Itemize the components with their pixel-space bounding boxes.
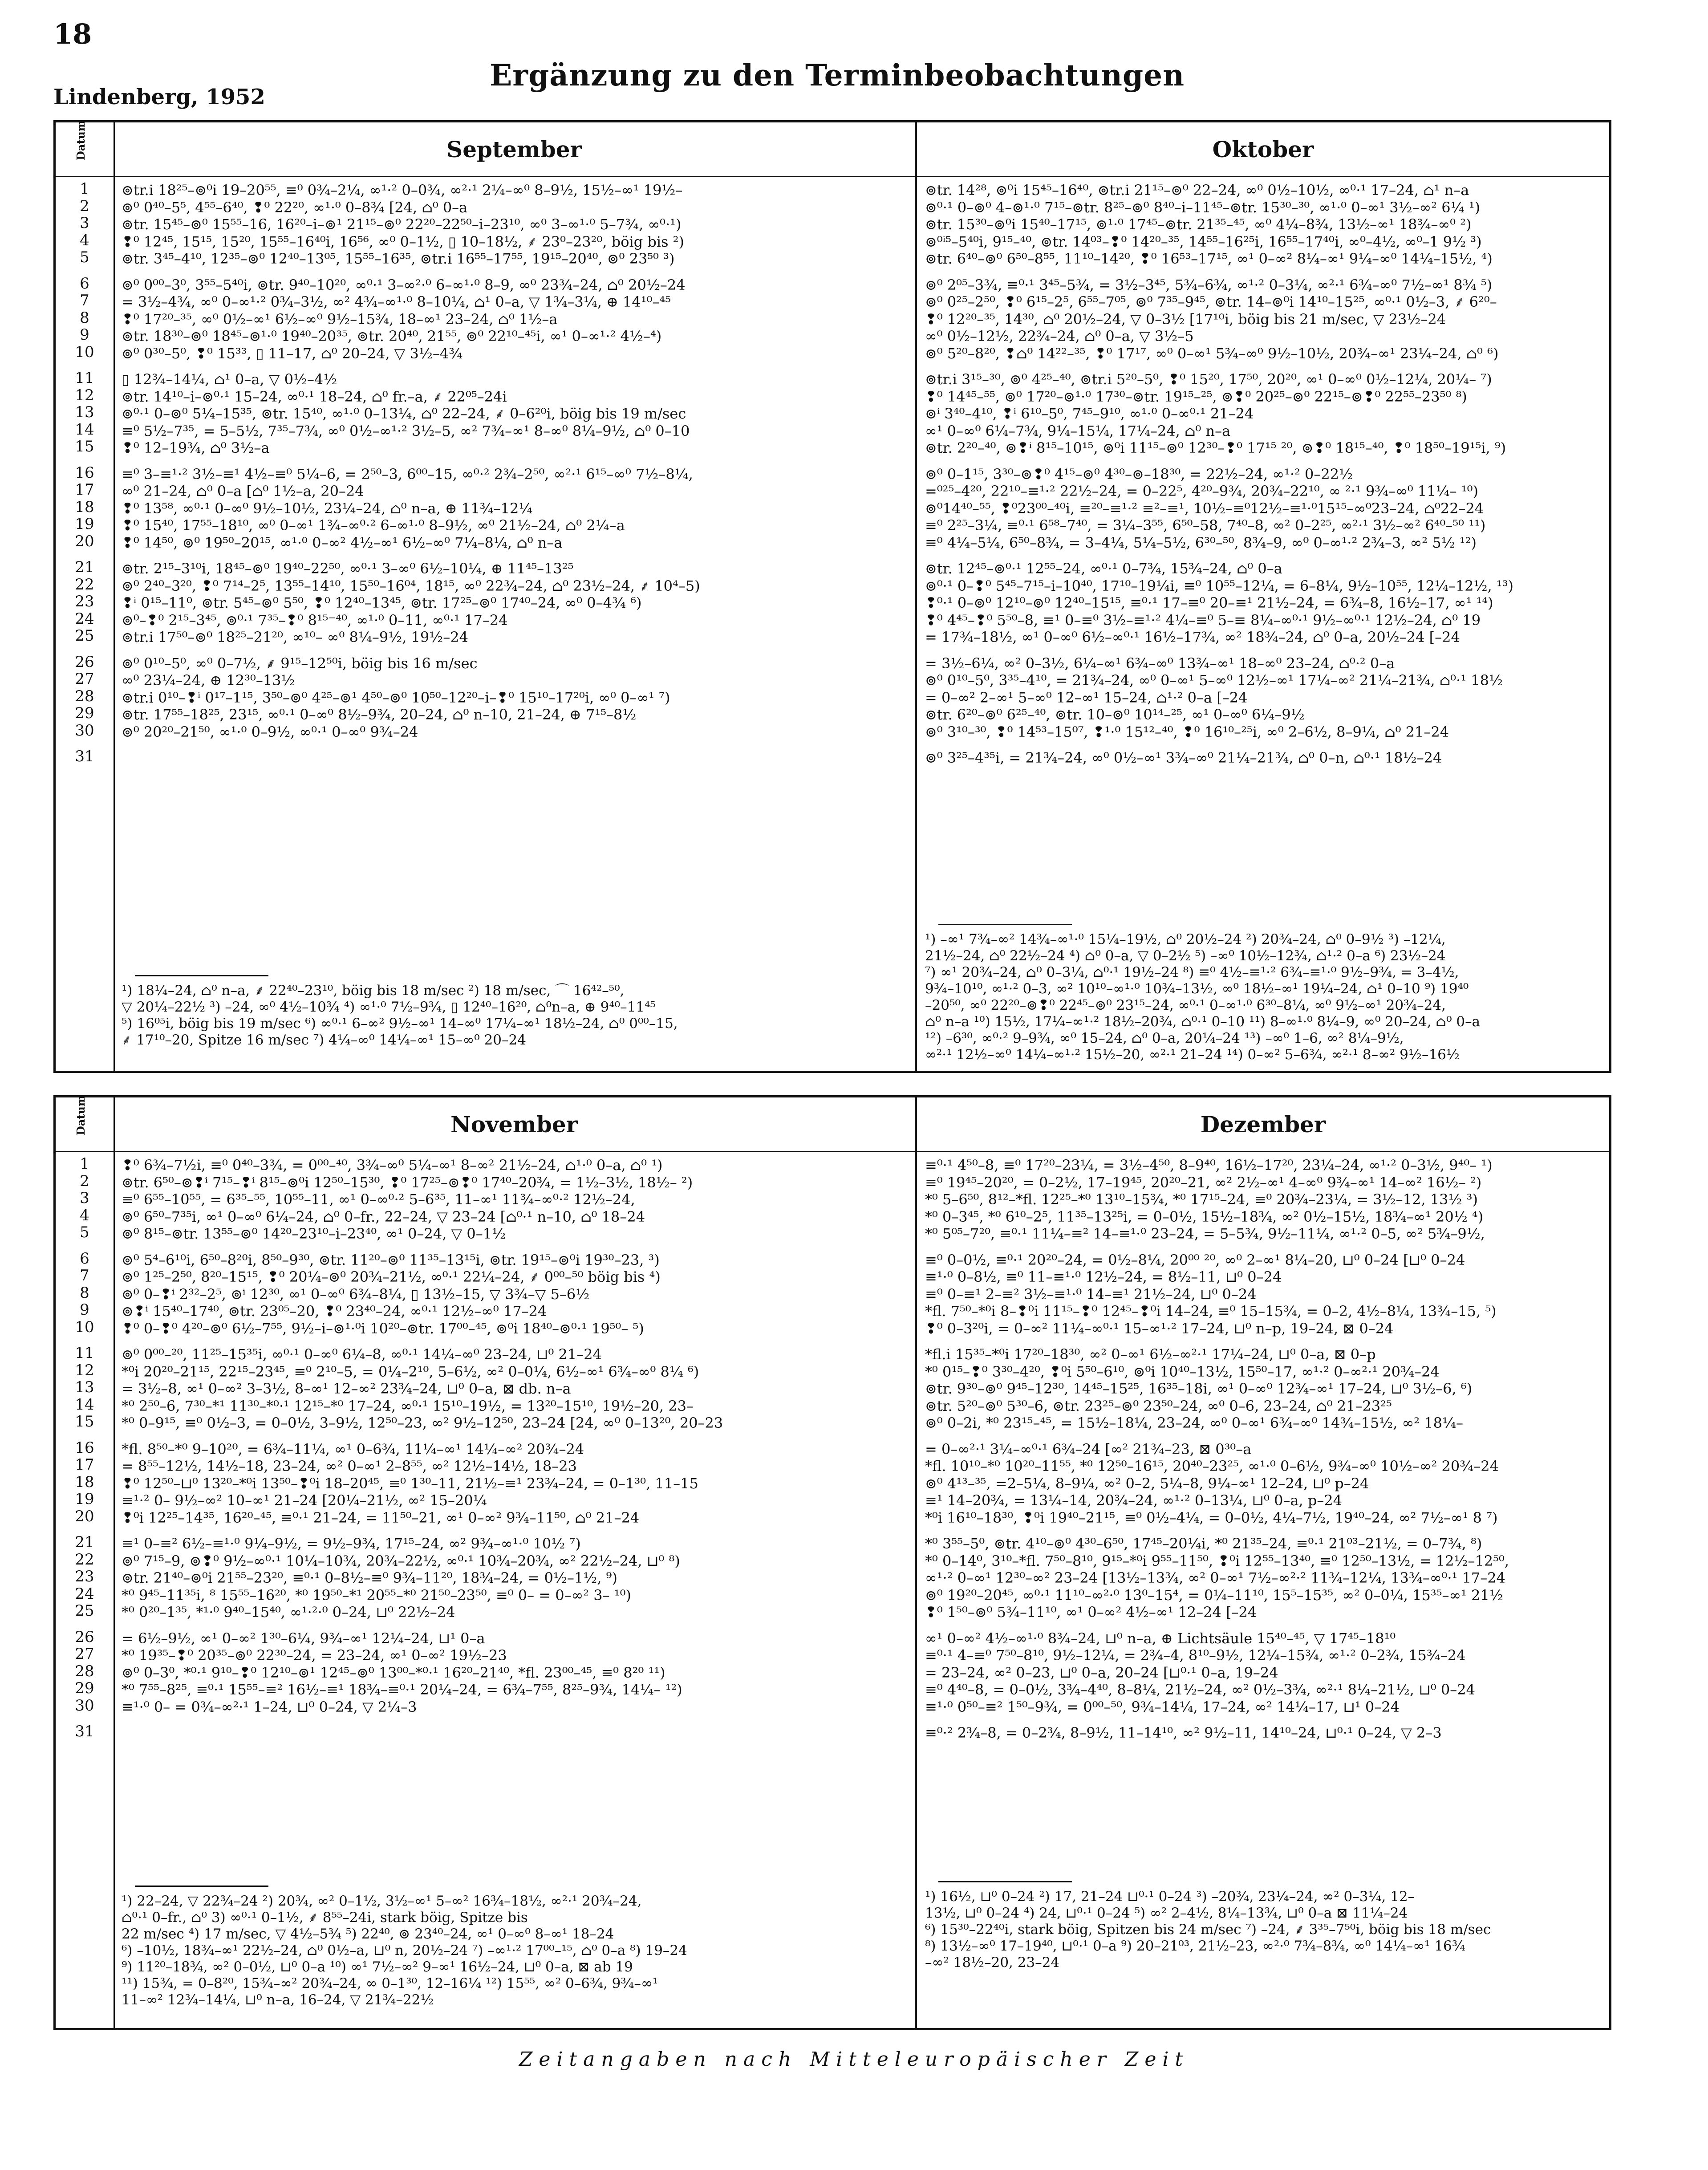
footnote-line: 11–∞² 12¾–14¼, ⊔⁰ n–a, 16–24, ▽ 21¾–22½ (122, 1992, 434, 2008)
day-entry (122, 749, 905, 767)
day-number: 13 (75, 403, 94, 421)
day-number: 17 (75, 481, 94, 499)
day-numbers (56, 1155, 114, 1740)
footnote-rule (135, 1886, 268, 1887)
footnote-line: 22 m/sec ⁴) 17 m/sec, ▽ 4½–5¾ ⁵) 22⁴⁰, ⊚ 23⁴⁰–24, ∞¹ 0–∞⁰ 8–∞¹ 18–24 (122, 1926, 614, 1942)
day-entry: ❢⁰ 0–❢⁰ 4²⁰–⊚⁰ 6½–7⁵⁵, 9½–i–⊚¹·⁰i 10²⁰–⊚tr. 17⁰⁰–⁴⁵, ⊚⁰i 18⁴⁰–⊚⁰·¹ 19⁵⁰– ⁵) (122, 1320, 644, 1337)
day-entry: *⁰ 0²⁰–1³⁵, *¹·⁰ 9⁴⁰–15⁴⁰, ∞¹·²·⁰ 0–24, ⊔⁰ 22½–24 (122, 1604, 455, 1621)
day-number: 4 (80, 231, 89, 249)
footnote-line: ¹¹) 15¾, = 0–8²⁰, 15¾–∞² 20¾–24, ∞ 0–1³⁰, 12–16¼ ¹²) 15⁵⁵, ∞² 0–6¾, 9¾–∞¹ (122, 1975, 658, 1991)
day-entry: ⊚⁰ 3²⁵–4³⁵i, = 21¾–24, ∞⁰ 0½–∞¹ 3¾–∞⁰ 21¼–21¾, ⌂⁰ 0–n, ⌂⁰·¹ 18½–24 (925, 749, 1442, 766)
footnote-line: ∞²·¹ 12½–∞⁰ 14¼–∞¹·² 15½–20, ∞²·¹ 21–24 ¹⁴) 0–∞² 5–6¾, ∞²·¹ 8–∞² 9½–16½ (925, 1047, 1460, 1063)
day-number: 25 (75, 627, 94, 645)
footnote-line: 9¾–10¹⁰, ∞¹·² 0–3, ∞² 10¹⁰–∞¹·⁰ 10¾–13½, ∞⁰ 18½–∞¹ 19¼–24, ⌂¹ 0–10 ⁹) 19⁴⁰ (925, 981, 1469, 997)
day-entry: ▯ 12¾–14¼, ⌂¹ 0–a, ▽ 0½–4½ (122, 371, 337, 388)
day-number: 6 (80, 274, 89, 293)
footnotes (925, 1881, 1599, 1971)
day-entry: ⊚⁰ 20²⁰–21⁵⁰, ∞¹·⁰ 0–9½, ∞⁰·¹ 0–∞⁰ 9¾–24 (122, 723, 418, 740)
day-entry: *⁰ 3⁵⁵–5⁰, ⊚tr. 4¹⁰–⊚⁰ 4³⁰–6⁵⁰, 17⁴⁵–20¼i, *⁰ 21³⁵–24, ≡⁰·¹ 21⁰³–21½, = 0–7¾, ⁸) (925, 1535, 1482, 1552)
day-number: 8 (80, 1284, 89, 1302)
day-entry: *⁰ 9⁴⁵–11³⁵i, ⁸ 15⁵⁵–16²⁰, *⁰ 19⁵⁰–*¹ 20⁵⁵–*⁰ 21⁵⁰–23⁵⁰, ≡⁰ 0– = 0–∞² 3– ¹⁰) (122, 1586, 631, 1604)
day-entry: ⊚tr. 2²⁰–⁴⁰, ⊚❢ⁱ 8¹⁵–10¹⁵, ⊚⁰i 11¹⁵–⊚⁰ 12³⁰–❢⁰ 17¹⁵ ²⁰, ⊚❢⁰ 18¹⁵–⁴⁰, ❢⁰ 18⁵⁰–19¹⁵i, ⁹) (925, 439, 1506, 456)
day-number: 2 (80, 1172, 89, 1190)
day-entry: ⊚⁰ 2⁰⁵–3¾, ≡⁰·¹ 3⁴⁵–5¾, = 3½–3⁴⁵, 5¾–6¾, ∞¹·² 0–3¼, ∞²·¹ 6¾–∞⁰ 7½–∞¹ 8¾ ⁵) (925, 276, 1493, 293)
day-entry: ⊚⁰ 5²⁰–8²⁰, ❢⌂⁰ 14²²–³⁵, ❢⁰ 17¹⁷, ∞⁰ 0–∞¹ 5¾–∞⁰ 9½–10½, 20¾–∞¹ 23¼–24, ⌂⁰ ⁶) (925, 345, 1499, 362)
day-entry: ≡⁰ 2²⁵–3¼, ≡⁰·¹ 6⁵⁸–7⁴⁰, = 3¼–3⁵⁵, 6⁵⁰–58, 7⁴⁰–8, ∞² 0–2²⁵, ∞²·¹ 3½–∞² 6⁴⁰–⁵⁰ ¹¹) (925, 517, 1486, 534)
day-entry (122, 1724, 905, 1742)
month-entries (114, 177, 915, 767)
day-entry: ≡⁰·¹ 4⁵⁰–8, ≡⁰ 17²⁰–23¼, = 3½–4⁵⁰, 8–9⁴⁰, 16½–17²⁰, 23¼–24, ∞¹·² 0–3½, 9⁴⁰– ¹) (925, 1157, 1493, 1174)
day-entry: ⊚⁰·¹ 0–⊚⁰ 5¼–15³⁵, ⊚tr. 15⁴⁰, ∞¹·⁰ 0–13¼, ⌂⁰ 22–24, ⸙ 0–6²⁰i, böig bis 19 m/sec (122, 405, 686, 422)
day-number: 29 (75, 1679, 94, 1697)
day-entry: ≡¹·² 0– 9½–∞² 10–∞¹ 21–24 [20¼–21½, ∞² 15–20¼ (122, 1492, 487, 1509)
day-number: 27 (75, 670, 94, 688)
day-entry: ⊚⁰ 5⁴–6¹⁰i, 6⁵⁰–8²⁰i, 8⁵⁰–9³⁰, ⊚tr. 11²⁰–⊚⁰ 11³⁵–13¹⁵i, ⊚tr. 19¹⁵–⊚⁰i 19³⁰–23, ³) (122, 1251, 660, 1268)
day-entry: *⁰ 7⁵⁵–8²⁵, ≡⁰·¹ 15⁵⁵–≡² 16½–≡¹ 18¾–≡⁰·¹ 20¼–24, = 6¾–7⁵⁵, 8²⁵–9¾, 14¼– ¹²) (122, 1681, 682, 1698)
month-november (114, 1097, 917, 2028)
day-entry: = 3½–6¼, ∞² 0–3½, 6¼–∞¹ 6¾–∞⁰ 13¾–∞¹ 18–∞⁰ 23–24, ⌂⁰·² 0–a (925, 654, 1395, 672)
day-number: 16 (75, 1439, 94, 1457)
day-number: 2 (80, 197, 89, 215)
day-entry: ⊚tr.i 17⁵⁰–⊚⁰ 18²⁵–21²⁰, ∞¹⁰– ∞⁰ 8¼–9½, 19½–24 (122, 629, 468, 646)
day-number: 20 (75, 1507, 94, 1525)
footnote-line: –20⁵⁰, ∞⁰ 22²⁰–⊚❢⁰ 22⁴⁵–⊚⁰ 23¹⁵–24, ∞⁰·¹ 0–∞¹·⁰ 6³⁰–8¼, ∞⁰ 9½–∞¹ 20¾–24, (925, 997, 1446, 1013)
day-number: 6 (80, 1249, 89, 1268)
footnote-line: ▽ 20¼–22½ ³) –24, ∞⁰ 4½–10¾ ⁴) ∞¹·⁰ 7½–9¾, ▯ 12⁴⁰–16²⁰, ⌂⁰n–a, ⊕ 9⁴⁰–11⁴⁵ (122, 999, 656, 1015)
day-entry: = 8⁵⁵–12½, 14½–18, 23–24, ∞² 0–∞¹ 2–8⁵⁵, ∞² 12½–14½, 18–23 (122, 1458, 577, 1475)
day-number: 11 (75, 369, 94, 387)
day-number: 24 (75, 1585, 94, 1603)
day-entry: ⊚⁰ 0¹⁰–5⁰, 3³⁵–4¹⁰, = 21¾–24, ∞⁰ 0–∞¹ 5–∞⁰ 12½–∞¹ 17¼–∞² 21¼–21¾, ⌂⁰·¹ 18½ (925, 672, 1503, 689)
table-september-oktober (53, 120, 1611, 1073)
day-number: 23 (75, 1568, 94, 1585)
month-entries (917, 1152, 1609, 1742)
day-entry: = 3½–8, ∞¹ 0–∞² 3–3½, 8–∞¹ 12–∞² 23¾–24, ⊔⁰ 0–a, ⊠ db. n–a (122, 1380, 571, 1397)
day-number: 12 (75, 386, 94, 404)
day-entry: ∞⁰ 0½–12½, 22¾–24, ⌂⁰ 0–a, ▽ 3½–5 (925, 328, 1194, 345)
day-number: 7 (80, 1267, 89, 1284)
day-entry: ⊚⁰ 3¹⁰–³⁰, ❢⁰ 14⁵³–15⁰⁷, ❢¹·⁰ 15¹²–⁴⁰, ❢⁰ 16¹⁰–²⁵i, ∞⁰ 2–6½, 8–9¼, ⌂⁰ 21–24 (925, 723, 1449, 740)
day-number: 28 (75, 687, 94, 705)
day-entry: ⊚tr.i 3¹⁵–³⁰, ⊚⁰ 4²⁵–⁴⁰, ⊚tr.i 5²⁰–5⁰, ❢⁰ 15²⁰, 17⁵⁰, 20²⁰, ∞¹ 0–∞⁰ 0½–12¼, 20¼– ⁷) (925, 371, 1492, 388)
day-entry: ≡¹·⁰ 0⁵⁰–≡² 1⁵⁰–9¾, = 0⁰⁰–⁵⁰, 9¾–14¼, 17–24, ∞² 14¼–17, ⊔¹ 0–24 (925, 1698, 1400, 1715)
day-number: 14 (75, 1395, 94, 1414)
day-number: 3 (80, 1189, 89, 1207)
day-entry: ⊚❢ⁱ 15⁴⁰–17⁴⁰, ⊚tr. 23⁰⁵–20, ❢⁰ 23⁴⁰–24, ∞⁰·¹ 12½–∞⁰ 17–24 (122, 1303, 547, 1320)
day-entry: ≡⁰ 0–≡¹ 2–≡² 3½–≡¹·⁰ 14–≡¹ 21½–24, ⊔⁰ 0–24 (925, 1285, 1257, 1303)
day-number: 27 (75, 1645, 94, 1663)
day-number: 3 (80, 214, 89, 232)
day-entry: ❢⁰ 6¾–7½i, ≡⁰ 0⁴⁰–3¾, = 0⁰⁰–⁴⁰, 3¾–∞⁰ 5¼–∞¹ 8–∞² 21½–24, ⌂¹·⁰ 0–a, ⌂⁰ ¹) (122, 1157, 663, 1174)
day-entry: ❢⁰i 12²⁵–14³⁵, 16²⁰–⁴⁵, ≡⁰·¹ 21–24, = 11⁵⁰–21, ∞¹ 0–∞² 9¾–11⁵⁰, ⌂⁰ 21–24 (122, 1509, 640, 1526)
day-entry: ⊚⁰14⁴⁰–⁵⁵, ❢⁰23⁰⁰–⁴⁰i, ≡²⁰–≡¹·² ≡²–≡¹, 10½–≡⁰12½–≡¹·⁰15¹⁵–∞⁰23–24, ⌂⁰22–24 (925, 500, 1484, 517)
day-entry: ⊚⁰ 19²⁰–20⁴⁵, ∞⁰·¹ 11¹⁰–∞²·⁰ 13⁰–15⁴, = 0¼–11¹⁰, 15⁵–15³⁵, ∞² 0–0¼, 15³⁵–∞¹ 21½ (925, 1586, 1503, 1604)
day-number: 20 (75, 532, 94, 550)
day-entry: ❢⁰ 12²⁰–³⁵, 14³⁰, ⌂⁰ 20½–24, ▽ 0–3½ [17¹⁰i, böig bis 21 m/sec, ▽ 23½–24 (925, 310, 1446, 328)
day-number: 30 (75, 1696, 94, 1715)
day-entry: *fl. 10¹⁰–*⁰ 10²⁰–11⁵⁵, *⁰ 12⁵⁰–16¹⁵, 20⁴⁰–23²⁵, ∞¹·⁰ 0–6½, 9¾–∞⁰ 10½–∞² 20¾–24 (925, 1458, 1499, 1475)
day-number: 23 (75, 593, 94, 610)
day-number: 31 (75, 1723, 94, 1740)
day-entry: ⊚tr. 15⁴⁵–⊚⁰ 15⁵⁵–16, 16²⁰–i–⊚¹ 21¹⁵–⊚⁰ 22²⁰–22⁵⁰–i–23¹⁰, ∞⁰ 3–∞¹·⁰ 5–7¾, ∞⁰·¹) (122, 216, 682, 233)
day-number: 10 (75, 1318, 94, 1336)
day-entry: ❢⁰ 14⁴⁵–⁵⁵, ⊚⁰ 17²⁰–⊚¹·⁰ 17³⁰–⊚tr. 19¹⁵–²⁵, ⊚❢⁰ 20²⁵–⊚⁰ 22¹⁵–⊚❢⁰ 22⁵⁵–23⁵⁰ ⁸) (925, 388, 1467, 405)
footnote-line: ⁸) 13½–∞⁰ 17–19⁴⁰, ⊔⁰·¹ 0–a ⁹) 20–21⁰³, 21½–23, ∞²·⁰ 7¾–8¾, ∞⁰ 14¼–∞¹ 16¾ (925, 1938, 1465, 1954)
day-number: 10 (75, 343, 94, 361)
day-entry: ≡⁰ 0–0½, ≡⁰·¹ 20²⁰–24, = 0½–8¼, 20⁰⁰ ²⁰, ∞⁰ 2–∞¹ 8¼–20, ⊔⁰ 0–24 [⊔⁰ 0–24 (925, 1251, 1465, 1268)
month-header: September (114, 122, 915, 177)
day-number: 28 (75, 1662, 94, 1680)
day-number: 7 (80, 292, 89, 309)
day-entry: ⊚⁰ 8¹⁵–⊚tr. 13⁵⁵–⊚⁰ 14²⁰–23¹⁰–i–23⁴⁰, ∞¹ 0–24, ▽ 0–1½ (122, 1225, 506, 1242)
day-number: 4 (80, 1206, 89, 1224)
day-number: 16 (75, 463, 94, 482)
day-number: 19 (75, 515, 94, 533)
day-entry: = 17¾–18½, ∞¹ 0–∞⁰ 6½–∞⁰·¹ 16½–17¾, ∞² 18¾–24, ⌂⁰ 0–a, 20½–24 [–24 (925, 629, 1460, 646)
day-entry: ≡⁰ 4⁴⁰–8, = 0–0½, 3¾–4⁴⁰, 8–8¼, 21½–24, ∞² 0½–3¾, ∞²·¹ 8¼–21½, ⊔⁰ 0–24 (925, 1681, 1475, 1698)
day-entry: *⁰ 0¹⁵–❢⁰ 3³⁰–4²⁰, ❢⁰i 5⁵⁰–6¹⁰, ⊚⁰i 10⁴⁰–13½, 15⁵⁰–17, ∞¹·² 0–∞²·¹ 20¾–24 (925, 1363, 1440, 1380)
day-entry: ⊚tr. 2¹⁵–3¹⁰i, 18⁴⁵–⊚⁰ 19⁴⁰–22⁵⁰, ∞⁰·¹ 3–∞⁰ 6½–10¼, ⊕ 11⁴⁵–13²⁵ (122, 560, 574, 577)
day-entry: ⊚tr. 18³⁰–⊚⁰ 18⁴⁵–⊚¹·⁰ 19⁴⁰–20³⁵, ⊚tr. 20⁴⁰, 21⁵⁵, ⊚⁰ 22¹⁰–⁴⁵i, ∞¹ 0–∞¹·² 4½–⁴) (122, 328, 662, 345)
day-entry: ❢⁰ 14⁵⁰, ⊚⁰ 19⁵⁰–20¹⁵, ∞¹·⁰ 0–∞² 4½–∞¹ 6½–∞⁰ 7¼–8¼, ⌂⁰ n–a (122, 534, 563, 551)
day-entry: ≡⁰ 4¼–5¼, 6⁵⁰–8¾, = 3–4¼, 5¼–5½, 6³⁰–⁵⁰, 8¾–9, ∞⁰ 0–∞¹·² 2¾–3, ∞² 5½ ¹²) (925, 534, 1477, 551)
day-number: 29 (75, 704, 94, 722)
day-number: 25 (75, 1602, 94, 1620)
day-entry: ❢⁰ 0–3²⁰i, = 0–∞² 11¼–∞⁰·¹ 15–∞¹·² 17–24, ⊔⁰ n–p, 19–24, ⊠ 0–24 (925, 1320, 1394, 1337)
day-entry: = 6½–9½, ∞¹ 0–∞² 1³⁰–6¼, 9¾–∞¹ 12¼–24, ⊔¹ 0–a (122, 1630, 485, 1647)
day-entry: ❢⁰ 17²⁰–³⁵, ∞⁰ 0½–∞¹ 6½–∞⁰ 9½–15¾, 18–∞¹ 23–24, ⌂⁰ 1½–a (122, 310, 558, 328)
footnote-line: ¹) –∞¹ 7¾–∞² 14¾–∞¹·⁰ 15¼–19½, ⌂⁰ 20½–24 ²) 20¾–24, ⌂⁰ 0–9½ ³) –12¼, (925, 931, 1446, 947)
day-entry: ⊚⁰ 0⁰⁰–²⁰, 11²⁵–15³⁵i, ∞⁰·¹ 0–∞⁰ 6¼–8, ∞⁰·¹ 14¼–∞⁰ 23–24, ⊔⁰ 21–24 (122, 1346, 602, 1363)
footnote-line: ¹) 16½, ⊔⁰ 0–24 ²) 17, 21–24 ⊔⁰·¹ 0–24 ³) –20¾, 23¼–24, ∞² 0–3¼, 12– (925, 1889, 1415, 1905)
day-entry: ∞¹ 0–∞⁰ 6¼–7¾, 9¼–15¼, 17¼–24, ⌂⁰ n–a (925, 422, 1231, 439)
day-entry: = 0–∞² 2–∞¹ 5–∞⁰ 12–∞¹ 15–24, ⌂¹·² 0–a [–24 (925, 689, 1248, 706)
day-entry: ⊚tr. 15³⁰–⊚⁰i 15⁴⁰–17¹⁵, ⊚¹·⁰ 17⁴⁵–⊚tr. 21³⁵–⁴⁵, ∞⁰ 4¼–8¾, 13½–∞¹ 18¾–∞⁰ ²) (925, 216, 1472, 233)
footnote-line: –∞² 18½–20, 23–24 (925, 1955, 1060, 1971)
footnotes (122, 975, 905, 1048)
day-entry: ⊚⁰ 0¹⁰–5⁰, ∞⁰ 0–7½, ⸙ 9¹⁵–12⁵⁰i, böig bis 16 m/sec (122, 654, 478, 672)
day-entry: ❢⁰ 13⁵⁸, ∞⁰·¹ 0–∞⁰ 9½–10½, 23¼–24, ⌂⁰ n–a, ⊕ 11¾–12¼ (122, 500, 533, 517)
day-entry: *fl.i 15³⁵–*⁰i 17²⁰–18³⁰, ∞² 0–∞¹ 6½–∞²·¹ 17¼–24, ⊔⁰ 0–a, ⊠ 0–p (925, 1346, 1376, 1363)
day-number: 21 (75, 1533, 94, 1551)
day-column (56, 1097, 115, 2028)
day-number: 31 (75, 748, 94, 765)
day-entry: ⊚⁰ 0–❢ⁱ 2³²–2⁵, ⊚ⁱ 12³⁰, ∞¹ 0–∞⁰ 6¾–8¼, ▯ 13½–15, ▽ 3¾–▽ 5–6½ (122, 1285, 590, 1303)
footnote-line: ⌂⁰·¹ 0–fr., ⌂⁰ 3) ∞⁰·¹ 0–1½, ⸙ 8⁵⁵–24i, stark böig, Spitze bis (122, 1910, 528, 1926)
day-entry: ≡¹·⁰ 0– = 0¾–∞²·¹ 1–24, ⊔⁰ 0–24, ▽ 2¼–3 (122, 1698, 417, 1715)
day-number: 15 (75, 438, 94, 455)
month-header: November (114, 1097, 915, 1152)
day-number: 22 (75, 1550, 94, 1569)
day-entry: ⊚tr. 17⁵⁵–18²⁵, 23¹⁵, ∞⁰·¹ 0–∞⁰ 8½–9¾, 20–24, ⌂⁰ n–10, 21–24, ⊕ 7¹⁵–8½ (122, 706, 637, 723)
footnote-line: ⁵) 16⁰⁵i, böig bis 19 m/sec ⁶) ∞⁰·¹ 6–∞² 9½–∞¹ 14–∞⁰ 17¼–∞¹ 18½–24, ⌂⁰ 0⁰⁰–15, (122, 1016, 678, 1032)
day-entry: ⊚⁰ 0³⁰–5⁰, ❢⁰ 15³³, ▯ 11–17, ⌂⁰ 20–24, ▽ 3½–4¾ (122, 345, 463, 362)
page-title: Ergänzung zu den Terminbeobachtungen (490, 58, 1185, 93)
footnote-line: ¹) 18¼–24, ⌂⁰ n–a, ⸙ 22⁴⁰–23¹⁰, böig bis 18 m/sec ²) 18 m/sec, ⌒ 16⁴²–⁵⁰, (122, 983, 625, 999)
month-header: Dezember (917, 1097, 1609, 1152)
day-number: 5 (80, 1223, 89, 1241)
day-entry: ≡⁰ 19⁴⁵–20²⁰, = 0–2½, 17–19⁴⁵, 20²⁰–21, ∞² 2½–∞¹ 4–∞⁰ 9¾–∞¹ 14–∞² 16½– ²) (925, 1174, 1482, 1191)
day-entry: ⊚tr. 12⁴⁵–⊚⁰·¹ 12⁵⁵–24, ∞⁰·¹ 0–7¾, 15¾–24, ⌂⁰ 0–a (925, 560, 1282, 577)
day-entry: ⊚⁰ 0⁴⁰–5⁵, 4⁵⁵–6⁴⁰, ❢⁰ 22²⁰, ∞¹·⁰ 0–8¾ [24, ⌂⁰ 0–a (122, 199, 468, 216)
month-header: Oktober (917, 122, 1609, 177)
day-number: 8 (80, 309, 89, 327)
station-year: Lindenberg, 1952 (53, 85, 265, 110)
month-entries (114, 1152, 915, 1742)
day-number: 13 (75, 1378, 94, 1396)
day-number: 26 (75, 653, 94, 671)
day-entry: = 23–24, ∞² 0–23, ⊔⁰ 0–a, 20–24 [⊔⁰·¹ 0–a, 19–24 (925, 1664, 1278, 1681)
day-entry: ⊚tr. 6⁵⁰–⊚❢ⁱ 7¹⁵–❢ⁱ 8¹⁵–⊚⁰i 12⁵⁰–15³⁰, ❢⁰ 17²⁵–⊚❢⁰ 17⁴⁰–20¾, = 1½–3½, 18½– ²) (122, 1174, 693, 1191)
day-entry: ⊚tr. 6⁴⁰–⊚⁰ 6⁵⁰–8⁵⁵, 11¹⁰–14²⁰, ❢⁰ 16⁵³–17¹⁵, ∞¹ 0–∞² 8¼–∞¹ 9¼–∞⁰ 14¼–15½, ⁴) (925, 250, 1493, 267)
day-entry: = 0–∞²·¹ 3¼–∞⁰·¹ 6¾–24 [∞² 21¾–23, ⊠ 0³⁰–a (925, 1440, 1252, 1458)
day-entry: ⊚⁰·¹ 0–⊚⁰ 4–⊚¹·⁰ 7¹⁵–⊚tr. 8²⁵–⊚⁰ 8⁴⁰–i–11⁴⁵–⊚tr. 15³⁰–³⁰, ∞¹·⁰ 0–∞¹ 3½–∞² 6¼ ¹) (925, 199, 1481, 216)
page-number: 18 (53, 18, 92, 50)
day-entry: ⊚tr. 5²⁰–⊚⁰ 5³⁰–6, ⊚tr. 23²⁵–⊚⁰ 23⁵⁰–24, ∞⁰ 0–6, 23–24, ⌂⁰ 21–23²⁵ (925, 1397, 1392, 1414)
footnote-line: ⌂⁰ n–a ¹⁰) 15½, 17¼–∞¹·² 18½–20¾, ⌂⁰·¹ 0–10 ¹¹) 8–∞¹·⁰ 8¼–9, ∞⁰ 20–24, ⌂⁰ 0–a (925, 1014, 1481, 1030)
footnote-line: 21½–24, ⌂⁰ 22½–24 ⁴) ⌂⁰ 0–a, ▽ 0–2½ ⁵) –∞⁰ 10½–12¾, ⌂¹·² 0–a ⁶) 23½–24 (925, 948, 1446, 964)
day-entry: ⊚tr. 3⁴⁵–4¹⁰, 12³⁵–⊚⁰ 12⁴⁰–13⁰⁵, 15⁵⁵–16³⁵, ⊚tr.i 16⁵⁵–17⁵⁵, 19¹⁵–20⁴⁰, ⊚⁰ 23⁵⁰ ³) (122, 250, 675, 267)
day-entry: ⊚⁰·¹ 0–❢⁰ 5⁴⁵–7¹⁵–i–10⁴⁰, 17¹⁰–19¼i, ≡⁰ 10⁵⁵–12¼, = 6–8¼, 9½–10⁵⁵, 12¼–12½, ¹³) (925, 577, 1514, 594)
footnotes (122, 1886, 905, 2008)
day-entry: ❢⁰ 12⁴⁵, 15¹⁵, 15²⁰, 15⁵⁵–16⁴⁰i, 16⁵⁶, ∞⁰ 0–1½, ▯ 10–18½, ⸙ 23⁰–23²⁰, böig bis ²) (122, 233, 685, 250)
day-entry: ⊚⁰ 0–1¹⁵, 3³⁰–⊚❢⁰ 4¹⁵–⊚⁰ 4³⁰–⊚–18³⁰, = 22½–24, ∞¹·² 0–22½ (925, 465, 1353, 483)
footnote-rule (938, 924, 1072, 925)
day-entry: ≡⁰·² 2¾–8, = 0–2¾, 8–9½, 11–14¹⁰, ∞² 9½–11, 14¹⁰–24, ⊔⁰·¹ 0–24, ▽ 2–3 (925, 1724, 1442, 1741)
day-number: 11 (75, 1344, 94, 1362)
day-number: 15 (75, 1413, 94, 1430)
footnote-line: ¹²) –6³⁰, ∞⁰·² 9–9¾, ∞⁰ 15–24, ⌂⁰ 0–a, 20¼–24 ¹³) –∞⁰ 1–6, ∞² 8¼–9½, (925, 1030, 1404, 1046)
day-number: 18 (75, 498, 94, 516)
day-entry: ❢⁰ 1⁵⁰–⊚⁰ 5¾–11¹⁰, ∞¹ 0–∞² 4½–∞¹ 12–24 [–24 (925, 1604, 1257, 1621)
day-entry: ❢ⁱ 0¹⁵–11⁰, ⊚tr. 5⁴⁵–⊚⁰ 5⁵⁰, ❢⁰ 12⁴⁰–13⁴⁵, ⊚tr. 17²⁵–⊚⁰ 17⁴⁰–24, ∞⁰ 0–4¾ ⁶) (122, 594, 642, 611)
day-entry: *⁰ 5⁰⁵–7²⁰, ≡⁰·¹ 11¼–≡² 14–≡¹·⁰ 23–24, = 5–5¾, 9½–11¼, ∞¹·² 0–5, ∞² 5¾–9½, (925, 1225, 1485, 1242)
day-number: 24 (75, 610, 94, 628)
day-number: 19 (75, 1490, 94, 1508)
day-entry: ≡⁰ 5½–7³⁵, = 5–5½, 7³⁵–7¾, ∞⁰ 0½–∞¹·² 3½–5, ∞² 7¾–∞¹ 8–∞⁰ 8¼–9½, ⌂⁰ 0–10 (122, 422, 690, 439)
day-number: 22 (75, 575, 94, 593)
footnote-line: ⁹) 11²⁰–18¾, ∞² 0–0½, ⊔⁰ 0–a ¹⁰) ∞¹ 7½–∞² 9–∞¹ 16½–24, ⊔⁰ 0–a, ⊠ ab 19 (122, 1959, 633, 1975)
day-entry: ⊚⁰ 7¹⁵–9, ⊚❢⁰ 9½–∞⁰·¹ 10¼–10¾, 20¾–22½, ∞⁰·¹ 10¾–20¾, ∞² 22½–24, ⊔⁰ ⁸) (122, 1552, 680, 1569)
day-entry: ≡⁰ 3–≡¹·² 3½–≡¹ 4½–≡⁰ 5¼–6, = 2⁵⁰–3, 6⁰⁰–15, ∞⁰·² 2¾–2⁵⁰, ∞²·¹ 6¹⁵–∞⁰ 7½–8¼, (122, 465, 693, 483)
day-column-header: Datum (56, 122, 114, 177)
day-entry: ≡⁰·¹ 4–≡⁰ 7⁵⁰–8¹⁰, 9½–12¼, = 2¾–4, 8¹⁰–9½, 12¼–15¾, ∞¹·² 0–2¾, 15¾–24 (925, 1647, 1466, 1664)
day-entry: ⊚⁰ 2⁴⁰–3²⁰, ❢⁰ 7¹⁴–2⁵, 13⁵⁵–14¹⁰, 15⁵⁰–16⁰⁴, 18¹⁵, ∞⁰ 22¾–24, ⌂⁰ 23½–24, ⸙ 10⁴–5) (122, 577, 700, 594)
day-number: 9 (80, 326, 89, 344)
day-entry: ∞⁰ 23¼–24, ⊕ 12³⁰–13½ (122, 672, 295, 689)
day-entry: ❢⁰·¹ 0–⊚⁰ 12¹⁰–⊚⁰ 12⁴⁰–15¹⁵, ≡⁰·¹ 17–≡⁰ 20–≡¹ 21½–24, = 6¾–8, 16½–17, ∞¹ ¹⁴) (925, 594, 1493, 611)
day-entry: ⊚⁰ 0–2i, *⁰ 23¹⁵–⁴⁵, = 15½–18¼, 23–24, ∞⁰ 0–∞¹ 6¾–∞⁰ 14¾–15½, ∞² 18¼– (925, 1414, 1463, 1431)
day-entry: ⊚ⁱ 3⁴⁰–4¹⁰, ❢ⁱ 6¹⁰–5⁰, 7⁴⁵–9¹⁰, ∞¹·⁰ 0–∞⁰·¹ 21–24 (925, 405, 1254, 422)
day-number: 9 (80, 1301, 89, 1319)
day-entry: =⁰²⁵–4²⁰, 22¹⁰–≡¹·² 22½–24, = 0–22⁵, 4²⁰–9¾, 20¾–22¹⁰, ∞ ²·¹ 9¾–∞⁰ 11¼– ¹⁰) (925, 483, 1478, 500)
day-entry: ⊚⁰–❢⁰ 2¹⁵–3⁴⁵, ⊚⁰·¹ 7³⁵–❢⁰ 8¹⁵⁻⁴⁰, ∞¹·⁰ 0–11, ∞⁰·¹ 17–24 (122, 611, 508, 629)
day-entry: *⁰ 5–6⁵⁰, 8¹²–*fl. 12²⁵–*⁰ 13¹⁰–15¾, *⁰ 17¹⁵–24, ≡⁰ 20¾–23¼, = 3½–12, 13½ ³) (925, 1191, 1478, 1208)
day-entry: ≡¹·⁰ 0–8½, ≡⁰ 11–≡¹·⁰ 12½–24, = 8½–11, ⊔⁰ 0–24 (925, 1268, 1282, 1285)
day-entry: *⁰ 2⁵⁰–6, 7³⁰–*¹ 11³⁰–*⁰·¹ 12¹⁵–*⁰ 17–24, ∞⁰·¹ 15¹⁰–19½, = 13²⁰–15¹⁰, 19½–20, 23– (122, 1397, 694, 1414)
day-entry: *⁰i 16¹⁰–18³⁰, ❢⁰i 19⁴⁰–21¹⁵, ≡⁰ 0½–4¼, = 0–0½, 4¼–7½, 19⁴⁰–24, ∞² 7½–∞¹ 8 ⁷) (925, 1509, 1498, 1526)
footnote-rule (938, 1881, 1072, 1882)
footnote-line: ⸙ 17¹⁰–20, Spitze 16 m/sec ⁷) 4¼–∞⁰ 14¼–∞¹ 15–∞⁰ 20–24 (122, 1032, 526, 1048)
day-entry: ∞¹·² 0–∞¹ 12³⁰–∞² 23–24 [13½–13¾, ∞² 0–∞¹ 7½–∞²·² 11¾–12¼, 13¾–∞⁰·¹ 17–24 (925, 1569, 1505, 1586)
footnote-line: ⁶) 15³⁰–22⁴⁰i, stark böig, Spitzen bis 24 m/sec ⁷) –24, ⸙ 3³⁵–7⁵⁰i, böig bis 18 m/sec (925, 1922, 1491, 1938)
day-number: 17 (75, 1456, 94, 1474)
day-entry: ⊚⁰ 1²⁵–2⁵⁰, 8²⁰–15¹⁵, ❢⁰ 20¼–⊚⁰ 20¾–21½, ∞⁰·¹ 22¼–24, ⸙ 0⁰⁰–⁵⁰ böig bis ⁴) (122, 1268, 661, 1285)
day-entry: ⊚⁰ 0⁰⁰–3⁰, 3⁵⁵–5⁴⁰i, ⊚tr. 9⁴⁰–10²⁰, ∞⁰·¹ 3–∞²·⁰ 6–∞¹·⁰ 8–9, ∞⁰ 23¾–24, ⌂⁰ 20½–24 (122, 276, 686, 293)
day-column-header: Datum (56, 1097, 114, 1152)
day-entry: ≡¹ 0–≡² 6½–≡¹·⁰ 9¼–9½, = 9½–9¾, 17¹⁵–24, ∞² 9¾–∞¹·⁰ 10½ ⁷) (122, 1535, 581, 1552)
day-entry: ≡⁰ 6⁵⁵–10⁵⁵, = 6³⁵–⁵⁵, 10⁵⁵–11, ∞¹ 0–∞⁰·² 5–6³⁵, 11–∞¹ 11¾–∞⁰·² 12½–24, (122, 1191, 635, 1208)
day-entry: ⊚tr.i 0¹⁰–❢ⁱ 0¹⁷–1¹⁵, 3⁵⁰–⊚⁰ 4²⁵–⊚¹ 4⁵⁰–⊚⁰ 10⁵⁰–12²⁰–i–❢⁰ 15¹⁰–17²⁰i, ∞⁰ 0–∞¹ ⁷) (122, 689, 670, 706)
month-september (114, 122, 917, 1071)
day-entry: ∞⁰ 21–24, ⌂⁰ 0–a [⌂⁰ 1½–a, 20–24 (122, 483, 364, 500)
day-number: 14 (75, 420, 94, 439)
day-number: 12 (75, 1361, 94, 1379)
day-number: 30 (75, 721, 94, 740)
day-entry: *⁰ 0–9¹⁵, ≡⁰ 0½–3, = 0–0½, 3–9½, 12⁵⁰–23, ∞² 9½–12⁵⁰, 23–24 [24, ∞⁰ 0–13²⁰, 20–23 (122, 1414, 723, 1431)
day-entry: ⊚⁰ⁱ⁵–5⁴⁰i, 9¹⁵–⁴⁰, ⊚tr. 14⁰³–❢⁰ 14²⁰–³⁵, 14⁵⁵–16²⁵i, 16⁵⁵–17⁴⁰i, ∞⁰–4½, ∞⁰–1 9½ ³) (925, 233, 1482, 250)
day-entry: *⁰i 20²⁰–21¹⁵, 22¹⁵–23⁴⁵, ≡⁰ 2¹⁰–5, = 0¼–2¹⁰, 5–6½, ∞² 0–0¼, 6½–∞¹ 6¾–∞⁰ 8¼ ⁶) (122, 1363, 699, 1380)
day-entry: *⁰ 0–3⁴⁵, *⁰ 6¹⁰–2⁵, 11³⁵–13²⁵i, = 0–0½, 15½–18¾, ∞² 0½–15½, 18¾–∞¹ 20½ ⁴) (925, 1208, 1484, 1225)
day-entry: ⊚tr. 21⁴⁰–⊚⁰i 21⁵⁵–23²⁰, ≡⁰·¹ 0–8½–≡⁰ 9¾–11²⁰, 18¾–24, = 0½–1½, ⁹) (122, 1569, 617, 1586)
day-entry: ⊚⁰ 4¹³–³⁵, =2–5¼, 8–9¼, ∞² 0–2, 5¼–8, 9¼–∞¹ 12–24, ⊔⁰ p–24 (925, 1475, 1369, 1492)
day-entry: ⊚tr.i 18²⁵–⊚⁰i 19–20⁵⁵, ≡⁰ 0¾–2¼, ∞¹·² 0–0¾, ∞²·¹ 2¼–∞⁰ 8–9½, 15½–∞¹ 19½– (122, 182, 683, 199)
footnote-line: ⁶) –10½, 18¾–∞¹ 22½–24, ⌂⁰ 0½–a, ⊔⁰ n, 20½–24 ⁷) –∞¹·² 17⁰⁰–¹⁵, ⌂⁰ 0–a ⁸) 19–24 (122, 1942, 687, 1959)
day-entry: ⊚tr. 14¹⁰–i–⊚⁰·¹ 15–24, ∞⁰·¹ 18–24, ⌂⁰ fr.–a, ⸙ 22⁰⁵–24i (122, 388, 507, 405)
day-number: 26 (75, 1628, 94, 1646)
page-footer: Zeitangaben nach Mitteleuropäischer Zeit (519, 2048, 1189, 2071)
footnote-line: ¹) 22–24, ▽ 22¾–24 ²) 20¾, ∞² 0–1½, 3½–∞¹ 5–∞² 16¾–18½, ∞²·¹ 20¾–24, (122, 1893, 642, 1909)
footnote-rule (135, 975, 268, 976)
day-entry: ⊚tr. 9³⁰–⊚⁰ 9⁴⁵–12³⁰, 14⁴⁵–15²⁵, 16³⁵–18i, ∞¹ 0–∞⁰ 12¾–∞¹ 17–24, ⊔⁰ 3½–6, ⁶) (925, 1380, 1473, 1397)
day-entry: ❢⁰ 4⁴⁵–❢⁰ 5⁵⁰–8, ≡¹ 0–≡⁰ 3½–≡¹·² 4¼–≡⁰ 5–≡ 8¼–∞⁰·¹ 9½–∞⁰·¹ 12½–24, ⌂⁰ 19 (925, 611, 1481, 629)
footnote-line: 13½, ⊔⁰ 0–24 ⁴) 24, ⊔⁰·¹ 0–24 ⁵) ∞² 2–4½, 8¼–13¾, ⊔⁰ 0–a ⊠ 11¼–24 (925, 1905, 1408, 1921)
month-oktober (917, 122, 1609, 1071)
month-dezember (917, 1097, 1609, 2028)
day-entry: ⊚tr. 14²⁸, ⊚⁰i 15⁴⁵–16⁴⁰, ⊚tr.i 21¹⁵–⊚⁰ 22–24, ∞⁰ 0½–10½, ∞⁰·¹ 17–24, ⌂¹ n–a (925, 182, 1469, 199)
day-entry: ∞¹ 0–∞² 4½–∞¹·⁰ 8¾–24, ⊔⁰ n–a, ⊕ Lichtsäule 15⁴⁰–⁴⁵, ▽ 17⁴⁵–18¹⁰ (925, 1630, 1396, 1647)
day-entry: *fl. 7⁵⁰–*⁰i 8–❢⁰i 11¹⁵–❢⁰ 12⁴⁵–❢⁰i 14–24, ≡⁰ 15–15¾, = 0–2, 4½–8¼, 13¾–15, ⁵) (925, 1303, 1497, 1320)
day-entry: ⊚tr. 6²⁰–⊚⁰ 6²⁵–⁴⁰, ⊚tr. 10–⊚⁰ 10¹⁴–²⁵, ∞¹ 0–∞⁰ 6¼–9½ (925, 706, 1305, 723)
day-entry: ⊚⁰ 6⁵⁰–7³⁵i, ∞¹ 0–∞⁰ 6¼–24, ⌂⁰ 0–fr., 22–24, ▽ 23–24 [⌂⁰·¹ n–10, ⌂⁰ 18–24 (122, 1208, 645, 1225)
day-column (56, 122, 115, 1071)
day-number: 18 (75, 1473, 94, 1491)
day-entry: *⁰ 19³⁵–❢⁰ 20³⁵–⊚⁰ 22³⁰–24, = 23–24, ∞¹ 0–∞² 19½–23 (122, 1647, 507, 1664)
day-entry: ⊚⁰ 0–3⁰, *⁰·¹ 9¹⁰–❢⁰ 12¹⁰–⊚¹ 12⁴⁵–⊚⁰ 13⁰⁰–*⁰·¹ 16²⁰–21⁴⁰, *fl. 23⁰⁰–⁴⁵, ≡⁰ 8²⁰ ¹¹) (122, 1664, 665, 1681)
footnotes (925, 924, 1599, 1063)
day-number: 21 (75, 558, 94, 576)
day-entry: *⁰ 0–14⁰, 3¹⁰–*fl. 7⁵⁰–8¹⁰, 9¹⁵–*⁰i 9⁵⁵–11⁵⁰, ❢⁰i 12⁵⁵–13⁴⁰, ≡⁰ 12⁵⁰–13½, = 12½–12⁵⁰, (925, 1552, 1509, 1569)
day-number: 5 (80, 248, 89, 266)
footnote-line: ⁷) ∞¹ 20¾–24, ⌂⁰ 0–3¼, ⌂⁰·¹ 19½–24 ⁸) ≡⁰ 4½–≡¹·² 6¾–≡¹·⁰ 9½–9¾, = 3–4½, (925, 964, 1459, 980)
day-entry: ❢⁰ 12–19¾, ⌂⁰ 3½–a (122, 439, 270, 456)
day-numbers (56, 180, 114, 765)
day-entry: *fl. 8⁵⁰–*⁰ 9–10²⁰, = 6¾–11¼, ∞¹ 0–6¾, 11¼–∞¹ 14¼–∞² 20¾–24 (122, 1440, 584, 1458)
day-entry: ❢⁰ 12⁵⁰–⊔⁰ 13²⁰–*⁰i 13⁵⁰–❢⁰i 18–20⁴⁵, ≡⁰ 1³⁰–11, 21½–≡¹ 23¾–24, = 0–1³⁰, 11–15 (122, 1475, 698, 1492)
day-entry: = 3½–4¾, ∞⁰ 0–∞¹·² 0¾–3½, ∞² 4¾–∞¹·⁰ 8–10¼, ⌂¹ 0–a, ▽ 1¾–3¼, ⊕ 14¹⁰–⁴⁵ (122, 293, 671, 310)
day-entry: ❢⁰ 15⁴⁰, 17⁵⁵–18¹⁰, ∞⁰ 0–∞¹ 1¾–∞⁰·² 6–∞¹·⁰ 8–9½, ∞⁰ 21½–24, ⌂⁰ 2¼–a (122, 517, 625, 534)
table-november-dezember (53, 1095, 1611, 2030)
day-number: 1 (80, 1155, 89, 1173)
day-number: 1 (80, 180, 89, 198)
day-entry: ⊚⁰ 0²⁵–2⁵⁰, ❢⁰ 6¹⁵–2⁵, 6⁵⁵–7⁰⁵, ⊚⁰ 7³⁵–9⁴⁵, ⊚tr. 14–⊚⁰i 14¹⁰–15²⁵, ∞⁰·¹ 0½–3, ⸙ 6²⁰– (925, 293, 1497, 310)
month-entries (917, 177, 1609, 767)
day-entry: ≡¹ 14–20¾, = 13¼–14, 20¾–24, ∞¹·² 0–13¼, ⊔⁰ 0–a, p–24 (925, 1492, 1343, 1509)
